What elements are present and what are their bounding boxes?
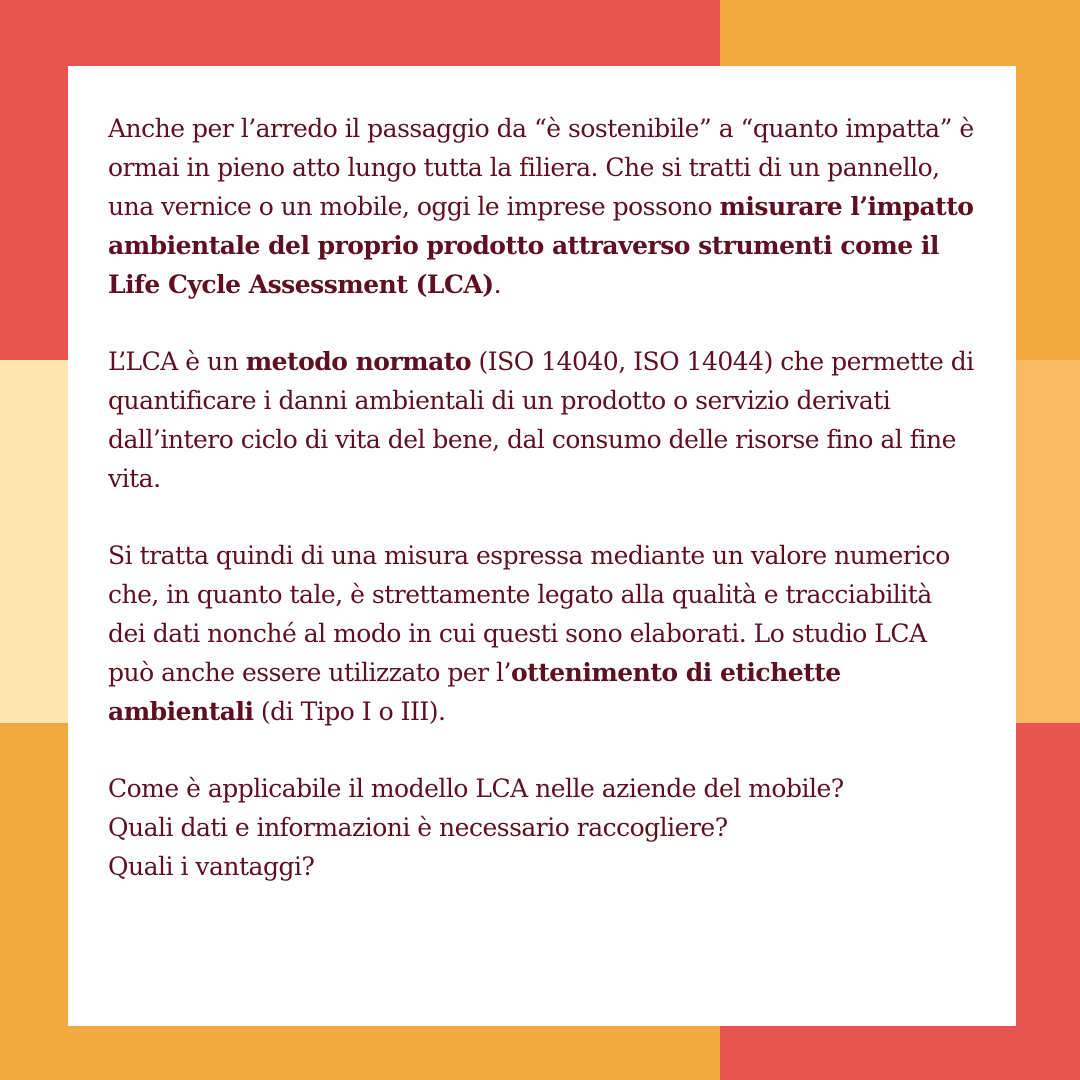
paragraph-measure-bold: ottenimento di etichette ambientali	[108, 658, 841, 726]
paragraph-lca-definition	[108, 342, 976, 498]
paragraph-lca-text-end: (ISO 14040, ISO 14044) che permette di quantificare i danni ambientali di un prodotto o servizio derivati dall’intero ciclo di vita del bene, dal consumo delle risorse fino al fine vita.	[108, 347, 974, 493]
paragraph-lca-bold: metodo normato	[245, 347, 472, 376]
paragraph-intro-text: Anche per l’arredo il passaggio da “è sostenibile” a “quanto impatta” è ormai in pieno atto lungo tutta la filiera. Che si tratti di un pannello, una vernice o un mobile, oggi le imprese possono	[108, 114, 974, 221]
paragraph-intro	[108, 109, 976, 304]
question-line-3: Quali i vantaggi?	[108, 852, 315, 881]
question-line-2: Quali dati e informazioni è necessario raccogliere?	[108, 813, 728, 842]
paragraph-intro-end: .	[493, 270, 502, 299]
paragraph-measure	[108, 536, 976, 731]
text-card	[68, 66, 1016, 1026]
paragraph-lca-text-start: L’LCA è un	[108, 347, 246, 376]
paragraph-questions	[108, 769, 976, 886]
paragraph-intro-bold: misurare l’impatto ambientale del proprio prodotto attraverso strumenti come il Life Cycle Assessment (LCA)	[108, 192, 974, 299]
question-line-1: Come è applicabile il modello LCA nelle aziende del mobile?	[108, 774, 844, 803]
paragraph-measure-text-start: Si tratta quindi di una misura espressa mediante un valore numerico che, in quanto tale, è strettamente legato alla qualità e tracciabilità dei dati nonché al modo in cui questi sono elaborati. Lo studio LCA può anche essere utilizzato per l’	[108, 541, 950, 687]
paragraph-measure-text-end: (di Tipo I o III).	[253, 697, 446, 726]
